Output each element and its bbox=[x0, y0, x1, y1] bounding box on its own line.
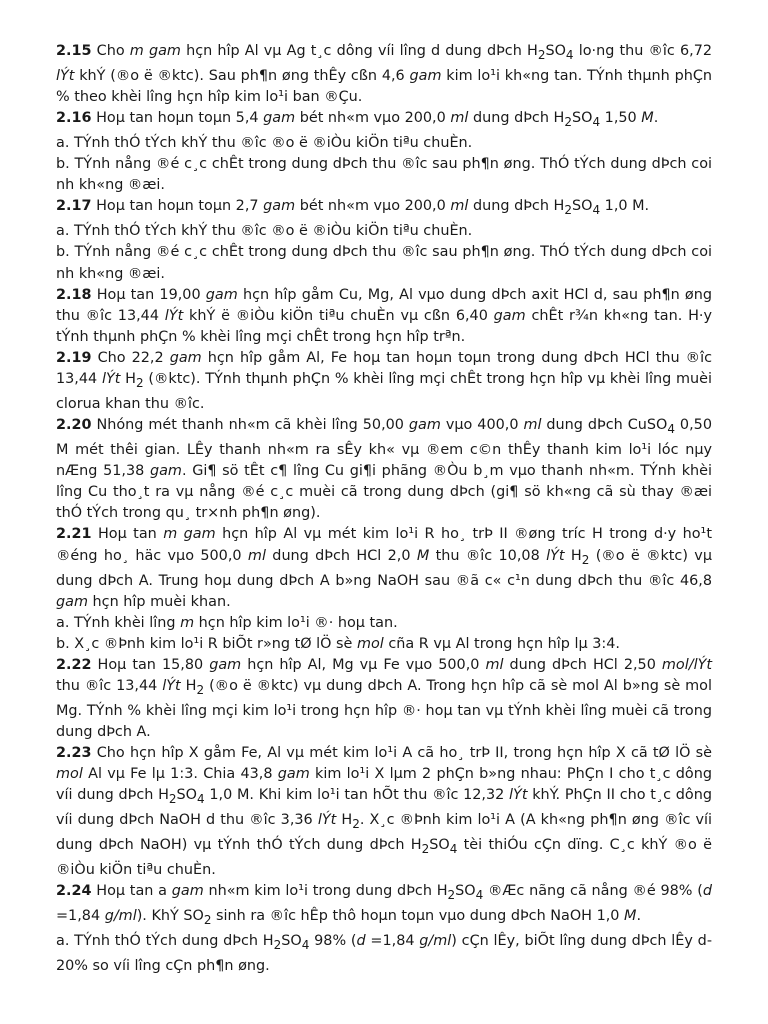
problem-p217-part bbox=[56, 221, 712, 242]
problem-p223 bbox=[56, 743, 712, 881]
problem-p216-part bbox=[56, 133, 712, 154]
problem-p221-part bbox=[56, 613, 712, 634]
problem-number: 2.22 bbox=[56, 656, 92, 673]
problem-p219 bbox=[56, 348, 712, 415]
problem-number: 2.24 bbox=[56, 883, 92, 900]
problem-text: Cho m gam hçn hîp Al vµ Ag t¸c dông víi lîng d dung dÞch $H_2SO_4$ lo·ng thu ®îc 6,72 lÝt khÝ (®o ë ®ktc). Sau ph¶n øng thÊy cßn 4,6 gam kim lo¹i kh«ng tan. TÝnh thµnh phÇn % theo khèi lîng hçn hîp kim lo¹i ban ®Çu. bbox=[56, 43, 713, 106]
problem-text: Hoµ tan 15,80 gam hçn hîp Al, Mg vµ Fe vµo 500,0 ml dung dÞch HCl 2,50 mol/lÝt thu ®îc 13,44 lÝt $H_2$ (®o ë ®ktc) vµ dung dÞch A. Trong hçn hîp cã sè mol Al b»ng sè mol Mg. TÝnh % khèi lîng mçi kim lo¹i trong hçn hîp ®· hoµ tan vµ tÝnh khèi lîng muèi cã trong dung dÞch A. bbox=[56, 656, 713, 741]
problem-p221-part bbox=[56, 634, 712, 655]
problem-text: Hoµ tan a gam nh«m kim lo¹i trong dung dÞch $H_2SO_4$ ®Æc nãng cã nång ®é 98% (d =1,84 g/ml). KhÝ $SO_2$ sinh ra ®îc hÊp thô hoµn toµn vµo dung dÞch NaOH 1,0 M. bbox=[56, 883, 712, 928]
problem-text: b. X¸c ®Þnh kim lo¹i R biÕt r»ng tØ lÖ sè mol cña R vµ Al trong hçn hîp lµ 3:4. bbox=[56, 635, 620, 652]
problem-p215 bbox=[56, 41, 712, 108]
problem-text: b. TÝnh nång ®é c¸c chÊt trong dung dÞch thu ®îc sau ph¶n øng. ThÓ tÝch dung dÞch coi nh kh«ng ®æi. bbox=[56, 156, 712, 194]
problem-text: Hoµ tan hoµn toµn 2,7 gam bét nh«m vµo 200,0 ml dung dÞch $H_2SO_4$ 1,0 M. bbox=[91, 198, 650, 218]
problem-number: 2.20 bbox=[56, 417, 92, 434]
problem-p224-part bbox=[56, 931, 712, 977]
problem-text: b. TÝnh nång ®é c¸c chÊt trong dung dÞch thu ®îc sau ph¶n øng. ThÓ tÝch dung dÞch coi nh kh«ng ®æi. bbox=[56, 244, 712, 282]
problem-number: 2.16 bbox=[56, 110, 92, 127]
problem-p221 bbox=[56, 524, 712, 612]
problem-text: Hoµ tan m gam hçn hîp Al vµ mét kim lo¹i R ho¸ trÞ II ®øng tríc H trong d·y ho¹t ®éng ho¸ häc vµo 500,0 ml dung dÞch HCl 2,0 M thu ®îc 10,08 lÝt $H_2$ (®o ë ®ktc) vµ dung dÞch A. Trung hoµ dung dÞch A b»ng NaOH sau ®ã c« c¹n dung dÞch thu ®îc 46,8 gam hçn hîp muèi khan. bbox=[56, 526, 712, 610]
problem-number: 2.19 bbox=[56, 349, 92, 366]
problem-p218 bbox=[56, 285, 712, 348]
problem-number: 2.23 bbox=[56, 745, 92, 762]
problem-number: 2.21 bbox=[56, 526, 92, 543]
problem-text: Hoµ tan 19,00 gam hçn hîp gåm Cu, Mg, Al vµo dung dÞch axit HCl d, sau ph¶n øng thu ®îc 13,44 lÝt khÝ ë ®iÒu kiÖn tiªu chuÈn vµ cßn 6,40 gam chÊt r¾n kh«ng tan. H·y tÝnh thµnh phÇn % khèi lîng mçi chÊt trong hçn hîp trªn. bbox=[56, 286, 712, 345]
problem-text: Cho 22,2 gam hçn hîp gåm Al, Fe hoµ tan hoµn toµn trong dung dÞch HCl thu ®îc 13,44 lÝt $H_2$ (®ktc). TÝnh thµnh phÇn % khèi lîng mçi chÊt trong hçn hîp vµ khèi lîng muèi clorua khan thu ®îc. bbox=[56, 349, 712, 412]
problem-number: 2.15 bbox=[56, 43, 92, 59]
problem-text: Cho hçn hîp X gåm Fe, Al vµ mét kim lo¹i A cã ho¸ trÞ II, trong hçn hîp X cã tØ lÖ sè mol Al vµ Fe lµ 1:3. Chia 43,8 gam kim lo¹i X lµm 2 phÇn b»ng nhau: PhÇn I cho t¸c dông víi dung dÞch $H_2SO_4$ 1,0 M. Khi kim lo¹i tan hÕt thu ®îc 12,32 lÝt khÝ. PhÇn II cho t¸c dông víi dung dÞch NaOH d thu ®îc 3,36 lÝt $H_2$. X¸c ®Þnh kim lo¹i A (A kh«ng ph¶n øng ®îc víi dung dÞch NaOH) vµ tÝnh thÓ tÝch dung dÞch $H_2SO_4$ tèi thiÓu cÇn dïng. C¸c khÝ ®o ë ®iÒu kiÖn tiªu chuÈn. bbox=[56, 745, 712, 879]
problem-number: 2.18 bbox=[56, 286, 92, 303]
problem-number: 2.17 bbox=[56, 198, 92, 215]
problem-p220 bbox=[56, 415, 712, 524]
problem-text: Hoµ tan hoµn toµn 5,4 gam bét nh«m vµo 200,0 ml dung dÞch $H_2SO_4$ 1,50 M. bbox=[91, 110, 659, 130]
problem-p224 bbox=[56, 881, 712, 931]
problem-p222 bbox=[56, 655, 712, 743]
problem-text: a. TÝnh thÓ tÝch khÝ thu ®îc ®o ë ®iÒu kiÖn tiªu chuÈn. bbox=[56, 223, 473, 240]
problem-text: a. TÝnh thÓ tÝch dung dÞch $H_2SO_4$ 98% (d =1,84 g/ml) cÇn lÊy, biÕt lîng dung dÞch lÊy d 20% so víi lîng cÇn ph¶n øng. bbox=[56, 933, 713, 975]
problem-p216-part bbox=[56, 154, 712, 196]
problem-text: a. TÝnh thÓ tÝch khÝ thu ®îc ®o ë ®iÒu kiÖn tiªu chuÈn. bbox=[56, 135, 473, 152]
problem-p217-part bbox=[56, 242, 712, 284]
problem-text: Nhóng mét thanh nh«m cã khèi lîng 50,00 gam vµo 400,0 ml dung dÞch CuSO$_4$ 0,50 M mét thêi gian. LÊy thanh nh«m ra sÊy kh« vµ ®em c©n thÊy thanh kim lo¹i lóc nµy nÆng 51,38 gam. Gi¶ sö tÊt c¶ lîng Cu gi¶i phãng ®Òu b¸m vµo thanh nh«m. TÝnh khèi lîng Cu tho¸t ra vµ nång ®é c¸c muèi cã trong dung dÞch (gi¶ sö kh«ng cã sù thay ®æi thÓ tÝch trong qu¸ tr×nh ph¶n øng). bbox=[56, 417, 712, 522]
problem-text: a. TÝnh khèi lîng m hçn hîp kim lo¹i ®· hoµ tan. bbox=[56, 614, 398, 631]
problem-p216 bbox=[56, 108, 712, 133]
problem-p217 bbox=[56, 196, 712, 221]
